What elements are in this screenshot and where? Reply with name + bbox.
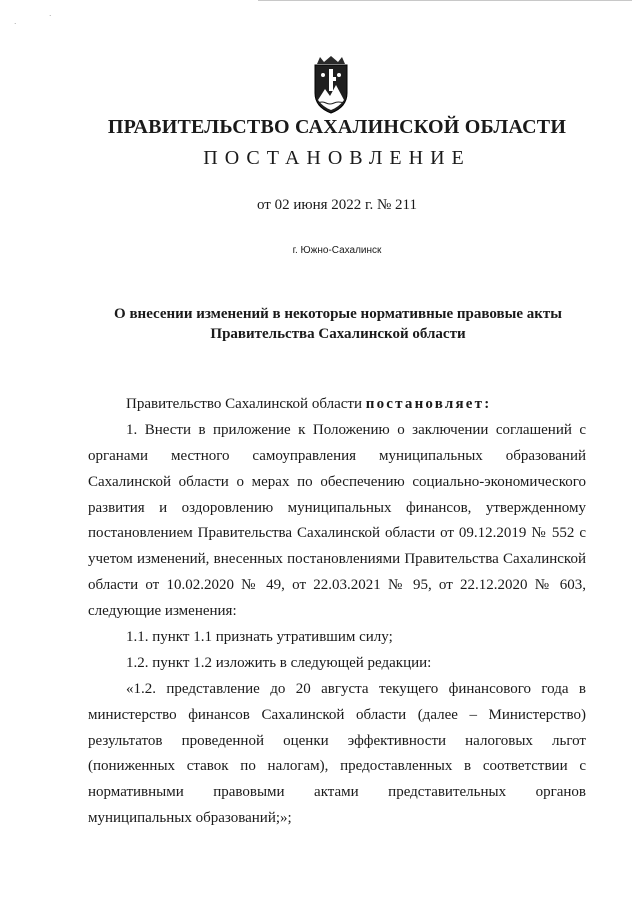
paragraph-line: 1. Внести в приложение к Положению о заключении соглашений с xyxy=(126,421,586,438)
paragraph-line: органами местного самоуправления муниципальных образований xyxy=(88,447,586,464)
resolves-word: постановляет: xyxy=(365,396,492,412)
quote-line: министерство финансов Сахалинской области (далее – Министерство) xyxy=(88,706,586,723)
quote-line: (пониженных ставок по налогам), предоставленных в соответствии с xyxy=(88,758,586,775)
subitem-1-2: 1.2. пункт 1.2 изложить в следующей редакции: xyxy=(126,654,432,671)
paragraph-line: развития и оздоровлению муниципальных финансов, утвержденному xyxy=(88,499,586,516)
quote-line: «1.2. представление до 20 августа текущего финансового года в xyxy=(126,680,586,697)
quote-line: результатов проведенной оценки эффективности налоговых льгот xyxy=(88,732,586,749)
paragraph-line: Сахалинской области о мерах по обеспечению социально-экономического xyxy=(88,473,586,490)
subject-line: О внесении изменений в некоторые нормативные правовые акты xyxy=(114,306,562,322)
government-title: ПРАВИТЕЛЬСТВО САХАЛИНСКОЙ ОБЛАСТИ xyxy=(107,116,567,138)
paragraph-line: учетом изменений, внесенных постановлениями Правительства Сахалинской xyxy=(88,551,586,568)
document-type: ПОСТАНОВЛЕНИЕ xyxy=(203,147,471,169)
document-place: г. Южно-Сахалинск xyxy=(292,245,382,256)
sakhalin-coat-of-arms-icon xyxy=(303,55,359,115)
paragraph-line: области от 10.02.2020 № 49, от 22.03.2021 № 95, от 22.12.2020 № 603, xyxy=(88,577,586,594)
document-subject xyxy=(88,304,588,344)
subitem-1-1: 1.1. пункт 1.1 признать утратившим силу; xyxy=(126,629,393,646)
quote-line: нормативными правовыми актами представительных органов xyxy=(88,784,586,801)
subject-line: Правительства Сахалинской области xyxy=(210,326,466,342)
scan-edge-line xyxy=(258,0,632,1)
preamble-paragraph xyxy=(88,392,586,418)
document-body xyxy=(88,392,586,832)
paragraph-line: следующие изменения: xyxy=(88,603,237,620)
preamble-text: Правительство Сахалинской области xyxy=(126,396,366,412)
scan-speck: · xyxy=(14,20,17,28)
quote-line: муниципальных образований;»; xyxy=(88,810,292,827)
document-date-number: от 02 июня 2022 г. № 211 xyxy=(257,197,417,213)
paragraph-line: постановлением Правительства Сахалинской области от 09.12.2019 № 552 с xyxy=(88,525,586,542)
scan-speck: · xyxy=(49,12,52,20)
